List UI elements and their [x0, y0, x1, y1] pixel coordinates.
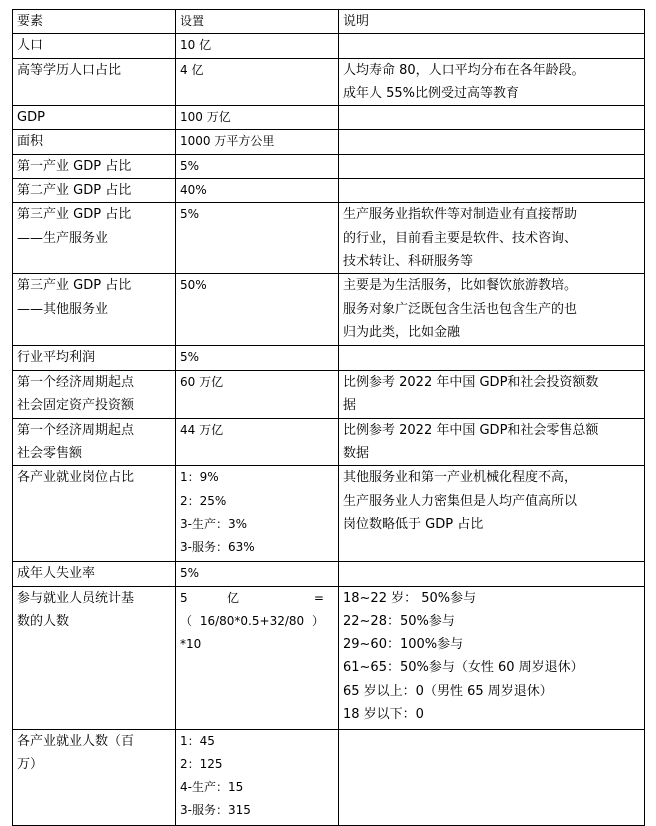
cell-element: 各产业就业人数（百 万） [13, 729, 176, 825]
table-row [13, 418, 645, 466]
table-row [13, 466, 645, 562]
cell-element: 各产业就业岗位占比 [13, 466, 176, 562]
cell-note [339, 179, 645, 203]
cell-element: 人口 [13, 34, 176, 58]
cell-setting: 1000 万平方公里 [176, 130, 339, 154]
table-row [13, 179, 645, 203]
cell-note [339, 562, 645, 586]
cell-setting: 60 万亿 [176, 370, 339, 418]
header-note: 说明 [339, 10, 645, 34]
cell-setting: 40% [176, 179, 339, 203]
cell-element: 成年人失业率 [13, 562, 176, 586]
cell-element: 第三产业 GDP 占比 ——生产服务业 [13, 203, 176, 274]
table-row [13, 729, 645, 825]
cell-element: 第三产业 GDP 占比 ——其他服务业 [13, 274, 176, 346]
table-row [13, 106, 645, 130]
settings-table [12, 9, 645, 826]
cell-note: 生产服务业指软件等对制造业有直接帮助 的行业，目前看主要是软件、技术咨询、 技术转让、科研服务等 [339, 203, 645, 274]
cell-element: 第二产业 GDP 占比 [13, 179, 176, 203]
cell-setting: 5% [176, 154, 339, 178]
table-row [13, 203, 645, 274]
cell-setting: 5% [176, 562, 339, 586]
header-setting: 设置 [176, 10, 339, 34]
cell-setting: 1：45 2：125 4-生产：15 3-服务：315 [176, 729, 339, 825]
cell-element: GDP [13, 106, 176, 130]
table-row [13, 346, 645, 370]
cell-element: 第一个经济周期起点 社会零售额 [13, 418, 176, 466]
table-row [13, 154, 645, 178]
cell-element: 第一个经济周期起点 社会固定资产投资额 [13, 370, 176, 418]
table-row [13, 562, 645, 586]
cell-setting: 44 万亿 [176, 418, 339, 466]
table-row [13, 274, 645, 346]
cell-element: 行业平均利润 [13, 346, 176, 370]
cell-element: 第一产业 GDP 占比 [13, 154, 176, 178]
cell-element: 高等学历人口占比 [13, 58, 176, 106]
cell-setting: 100 万亿 [176, 106, 339, 130]
cell-setting: 5% [176, 346, 339, 370]
cell-note: 比例参考 2022 年中国 GDP和社会投资额数 据 [339, 370, 645, 418]
cell-note: 比例参考 2022 年中国 GDP和社会零售总额 数据 [339, 418, 645, 466]
cell-setting: 50% [176, 274, 339, 346]
cell-note: 主要是为生活服务，比如餐饮旅游教培。 服务对象广泛既包含生活也包含生产的也 归为此类，比如金融 [339, 274, 645, 346]
table-row [13, 370, 645, 418]
table-header-row [13, 10, 645, 34]
cell-note [339, 346, 645, 370]
cell-setting: 4 亿 [176, 58, 339, 106]
cell-note [339, 729, 645, 825]
cell-setting: 5 亿 = （16/80*0.5+32/80） *10 [176, 586, 339, 729]
cell-element: 参与就业人员统计基 数的人数 [13, 586, 176, 729]
cell-note [339, 130, 645, 154]
table-row [13, 58, 645, 106]
table-row [13, 586, 645, 729]
cell-note [339, 106, 645, 130]
table-row [13, 34, 645, 58]
cell-note: 人均寿命 80，人口平均分布在各年龄段。 成年人 55%比例受过高等教育 [339, 58, 645, 106]
header-element: 要素 [13, 10, 176, 34]
cell-note: 其他服务业和第一产业机械化程度不高， 生产服务业人力密集但是人均产值高所以 岗位数略低于 GDP 占比 [339, 466, 645, 562]
cell-note [339, 34, 645, 58]
cell-setting: 1：9% 2：25% 3-生产：3% 3-服务：63% [176, 466, 339, 562]
cell-element: 面积 [13, 130, 176, 154]
cell-setting: 5% [176, 203, 339, 274]
table-row [13, 130, 645, 154]
cell-note [339, 154, 645, 178]
cell-setting: 10 亿 [176, 34, 339, 58]
cell-note: 18~22 岁： 50%参与 22~28：50%参与 29~60：100%参与 61~65：50%参与（女性 60 周岁退休） 65 岁以上：0（男性 65 周岁退休） 18 岁以下：0 [339, 586, 645, 729]
